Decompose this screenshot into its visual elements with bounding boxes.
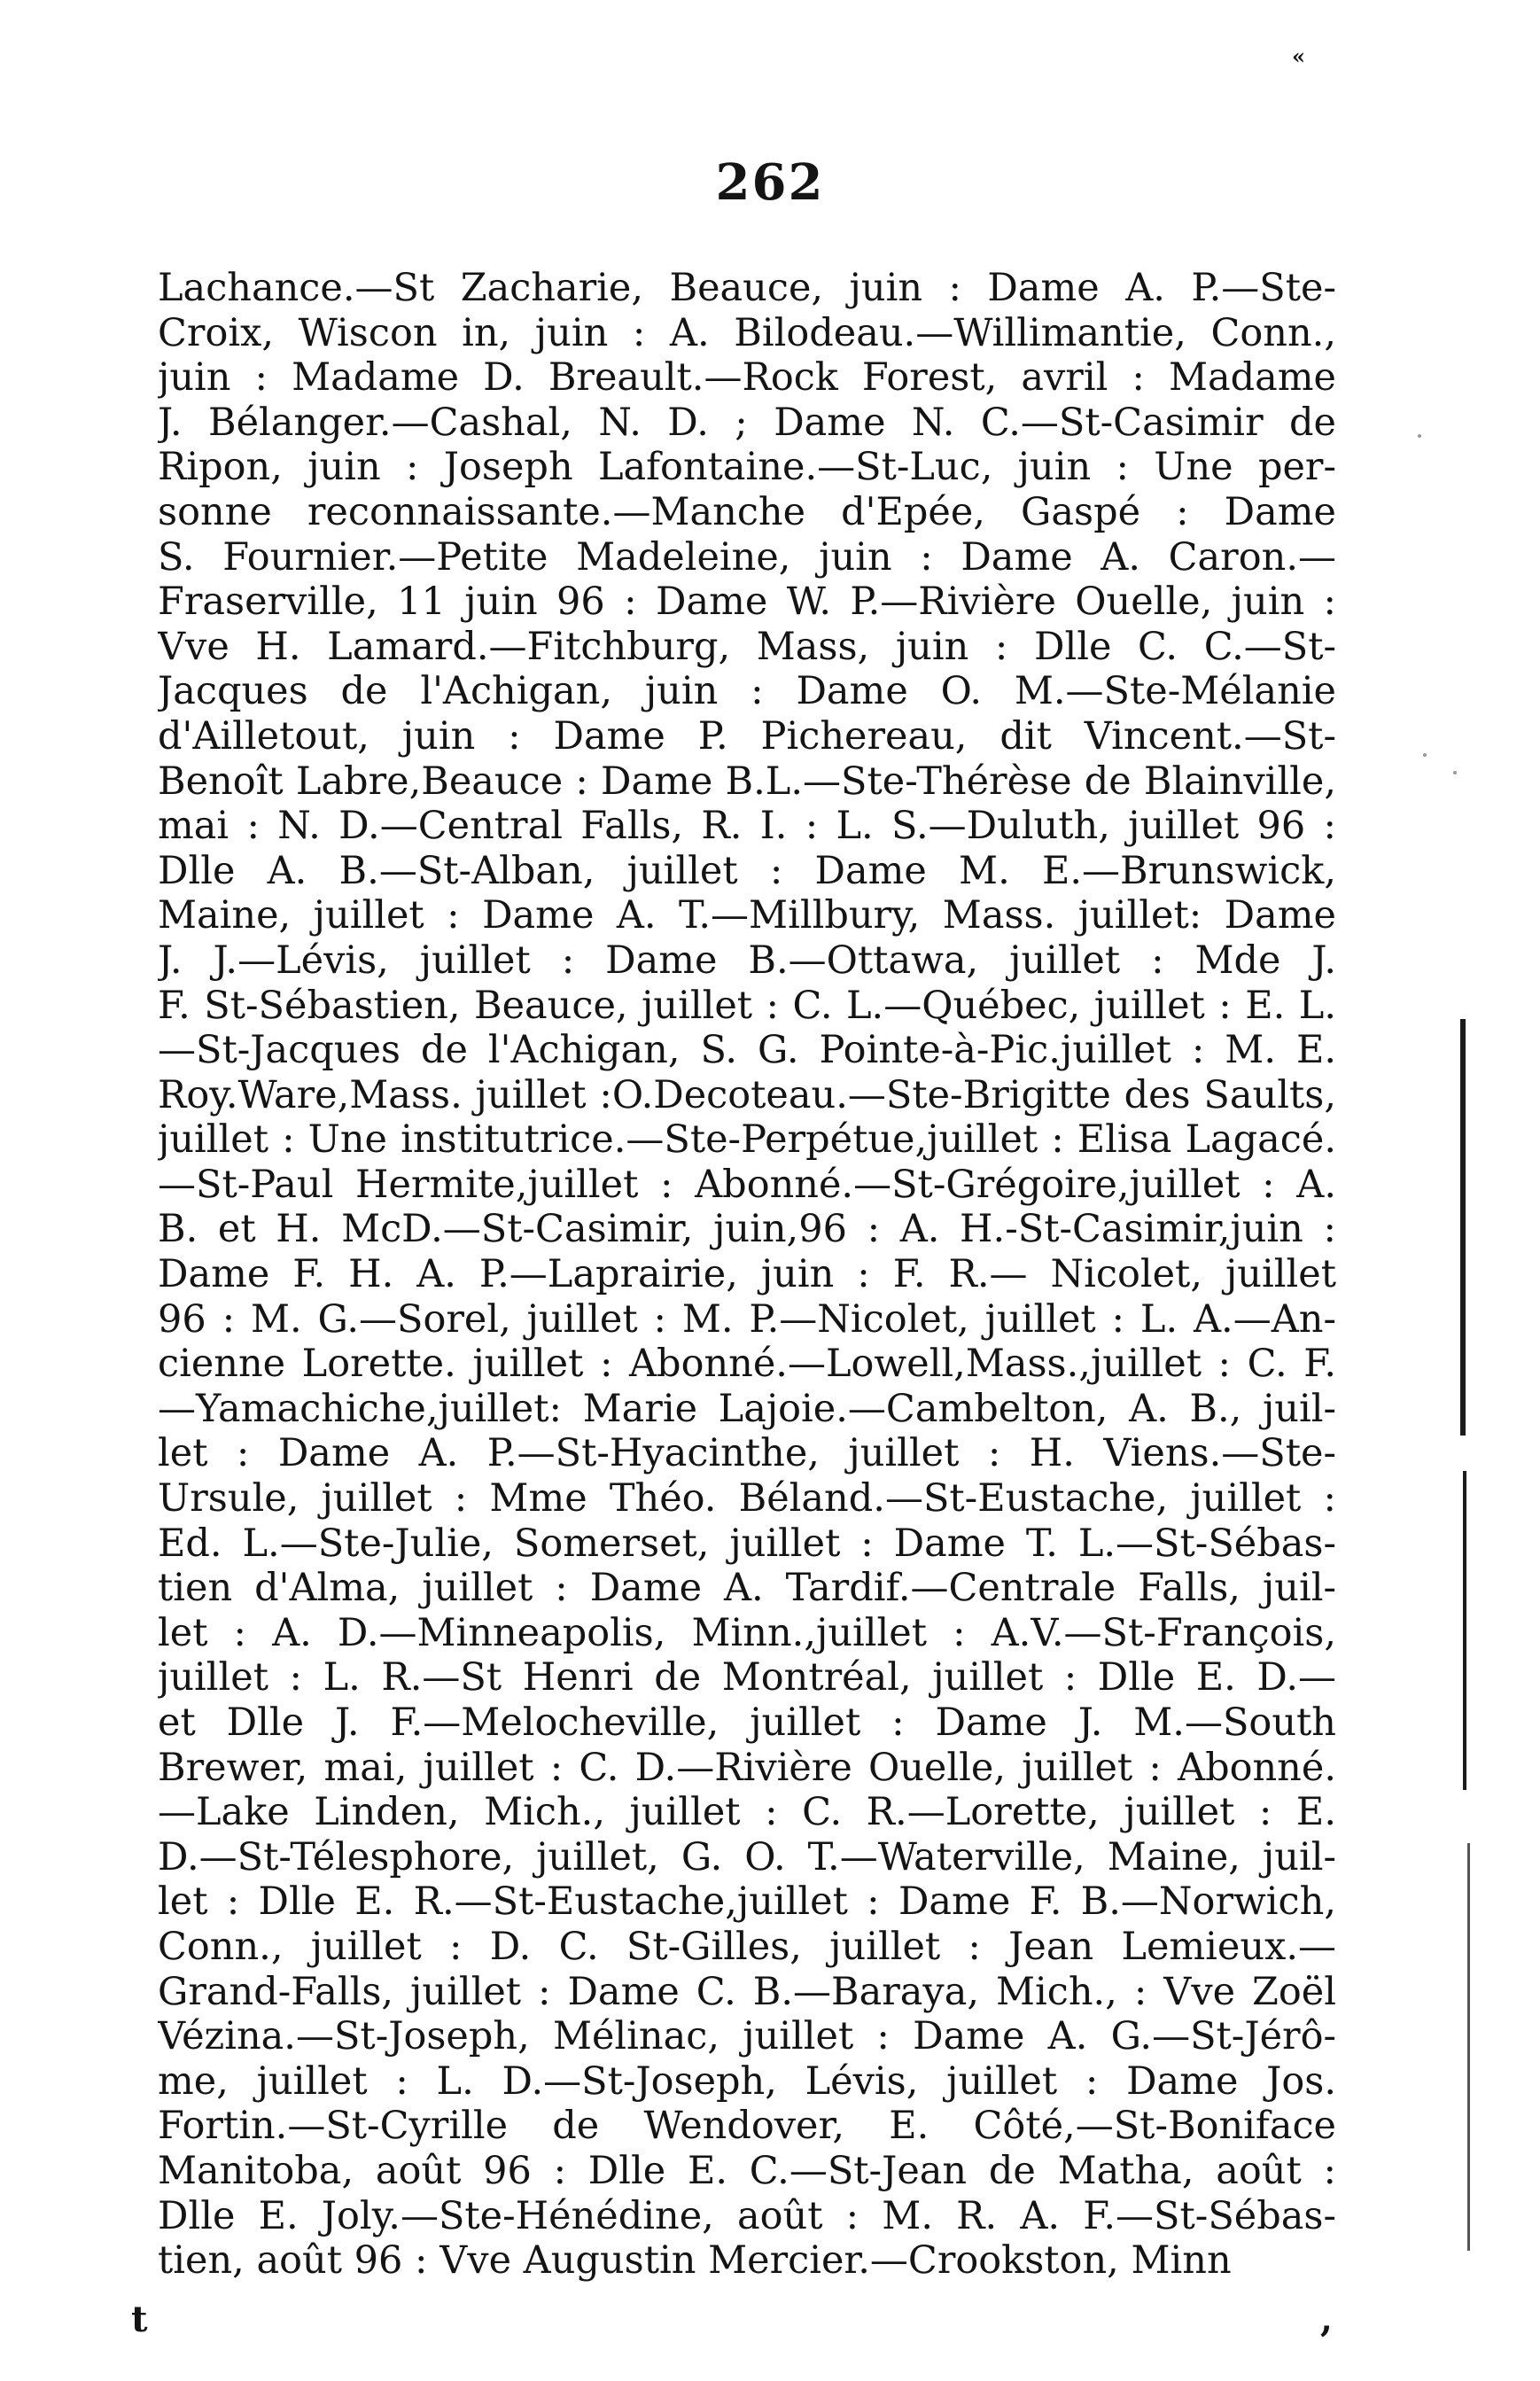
text-line: juillet : L. R.—St Henri de Montréal, juillet : Dlle E. D.— xyxy=(158,1655,1336,1700)
text-line: mai : N. D.—Central Falls, R. I. : L. S.—Duluth, juillet 96 : xyxy=(158,804,1336,849)
text-line: J. J.—Lévis, juillet : Dame B.—Ottawa, juillet : Mde J. xyxy=(158,938,1336,983)
text-line: Fortin.—St-Cyrille de Wendover, E. Côté,—St-Boniface xyxy=(158,2104,1336,2149)
text-line: —St-Paul Hermite,juillet : Abonné.—St-Grégoire,juillet : A. xyxy=(158,1162,1336,1207)
text-line: —Lake Linden, Mich., juillet : C. R.—Lorette, juillet : E. xyxy=(158,1790,1336,1835)
scan-edge-line xyxy=(1460,1019,1466,1436)
text-line: d'Ailletout, juin : Dame P. Pichereau, dit Vincent.—St- xyxy=(158,713,1336,759)
text-line: Lachance.—St Zacharie, Beauce, juin : Dame A. P.—Ste- xyxy=(158,266,1336,310)
text-line: Manitoba, août 96 : Dlle E. C.—St-Jean de Matha, août : xyxy=(158,2148,1336,2193)
text-line: sonne reconnaissante.—Manche d'Epée, Gaspé : Dame xyxy=(158,489,1336,534)
text-line: Benoît Labre,Beauce : Dame B.L.—Ste-Thérèse de Blainville, xyxy=(158,759,1336,804)
text-line: Dame F. H. A. P.—Laprairie, juin : F. R.— Nicolet, juillet xyxy=(158,1252,1336,1297)
text-line: J. Bélanger.—Cashal, N. D. ; Dame N. C.—St-Casimir de xyxy=(158,400,1336,445)
text-line: Fraserville, 11 juin 96 : Dame W. P.—Rivière Ouelle, juin : xyxy=(158,580,1336,625)
text-line: Ursule, juillet : Mme Théo. Béland.—St-Eustache, juillet : xyxy=(158,1476,1336,1521)
scan-edge-line xyxy=(1463,1471,1466,1790)
text-line: juin : Madame D. Breault.—Rock Forest, avril : Madame xyxy=(158,355,1336,401)
text-line: F. St-Sébastien, Beauce, juillet : C. L.—Québec, juillet : E. L. xyxy=(158,983,1336,1028)
text-line: cienne Lorette. juillet : Abonné.—Lowell,Mass.,juillet : C. F. xyxy=(158,1342,1336,1387)
text-line: let : Dlle E. R.—St-Eustache,juillet : Dame F. B.—Norwich, xyxy=(158,1879,1336,1925)
text-line: Maine, juillet : Dame A. T.—Millbury, Mass. juillet: Dame xyxy=(158,893,1336,938)
text-line: Roy.Ware,Mass. juillet :O.Decoteau.—Ste-Brigitte des Saults, xyxy=(158,1072,1336,1117)
scan-edge-line xyxy=(1467,1843,1470,2251)
top-margin-mark: « xyxy=(1292,43,1305,69)
page-number: 262 xyxy=(715,153,825,212)
text-line: et Dlle J. F.—Melocheville, juillet : Dame J. M.—South xyxy=(158,1700,1336,1745)
body-text xyxy=(158,266,1336,2284)
bottom-right-margin-mark: , xyxy=(1320,2299,1333,2340)
text-line: Jacques de l'Achigan, juin : Dame O. M.—Ste-Mélanie xyxy=(158,669,1336,714)
text-line: tien d'Alma, juillet : Dame A. Tardif.—Centrale Falls, juil- xyxy=(158,1566,1336,1611)
text-line: Ed. L.—Ste-Julie, Somerset, juillet : Dame T. L.—St-Sébas- xyxy=(158,1521,1336,1566)
text-line: Vézina.—St-Joseph, Mélinac, juillet : Dame A. G.—St-Jérô- xyxy=(158,2014,1336,2059)
scan-speck xyxy=(1418,434,1421,438)
scan-speck xyxy=(1453,771,1457,774)
text-line: Vve H. Lamard.—Fitchburg, Mass, juin : Dlle C. C.—St- xyxy=(158,624,1336,669)
text-line: Dlle A. B.—St-Alban, juillet : Dame M. E.—Brunswick, xyxy=(158,848,1336,893)
text-line: let : Dame A. P.—St-Hyacinthe, juillet : H. Viens.—Ste- xyxy=(158,1431,1336,1476)
text-line: tien, août 96 : Vve Augustin Mercier.—Crookston, Minn xyxy=(158,2238,1232,2284)
text-line: D.—St-Télesphore, juillet, G. O. T.—Waterville, Maine, juil- xyxy=(158,1834,1336,1879)
text-line: juillet : Une institutrice.—Ste-Perpétue,juillet : Elisa Lagacé. xyxy=(158,1117,1336,1163)
text-line: Croix, Wiscon in, juin : A. Bilodeau.—Willimantie, Conn., xyxy=(158,310,1336,355)
text-line: S. Fournier.—Petite Madeleine, juin : Dame A. Caron.— xyxy=(158,534,1336,580)
text-line: —St-Jacques de l'Achigan, S. G. Pointe-à-Pic.juillet : M. E. xyxy=(158,1028,1336,1073)
text-line: Brewer, mai, juillet : C. D.—Rivière Ouelle, juillet : Abonné. xyxy=(158,1745,1336,1790)
bottom-left-margin-mark: t xyxy=(131,2299,148,2340)
text-line: Ripon, juin : Joseph Lafontaine.—St-Luc, juin : Une per- xyxy=(158,445,1336,490)
text-line: B. et H. McD.—St-Casimir, juin,96 : A. H.-St-Casimir,juin : xyxy=(158,1207,1336,1252)
text-line: Conn., juillet : D. C. St-Gilles, juillet : Jean Lemieux.— xyxy=(158,1924,1336,1969)
text-line: Grand-Falls, juillet : Dame C. B.—Baraya, Mich., : Vve Zoël xyxy=(158,1969,1336,2014)
text-line: let : A. D.—Minneapolis, Minn.,juillet : A.V.—St-François, xyxy=(158,1610,1336,1655)
text-line: me, juillet : L. D.—St-Joseph, Lévis, juillet : Dame Jos. xyxy=(158,2058,1336,2104)
text-line: 96 : M. G.—Sorel, juillet : M. P.—Nicolet, juillet : L. A.—An- xyxy=(158,1296,1336,1342)
text-line: Dlle E. Joly.—Ste-Hénédine, août : M. R. A. F.—St-Sébas- xyxy=(158,2193,1336,2238)
scan-speck xyxy=(1423,753,1427,757)
text-line: —Yamachiche,juillet: Marie Lajoie.—Cambelton, A. B., juil- xyxy=(158,1386,1336,1431)
